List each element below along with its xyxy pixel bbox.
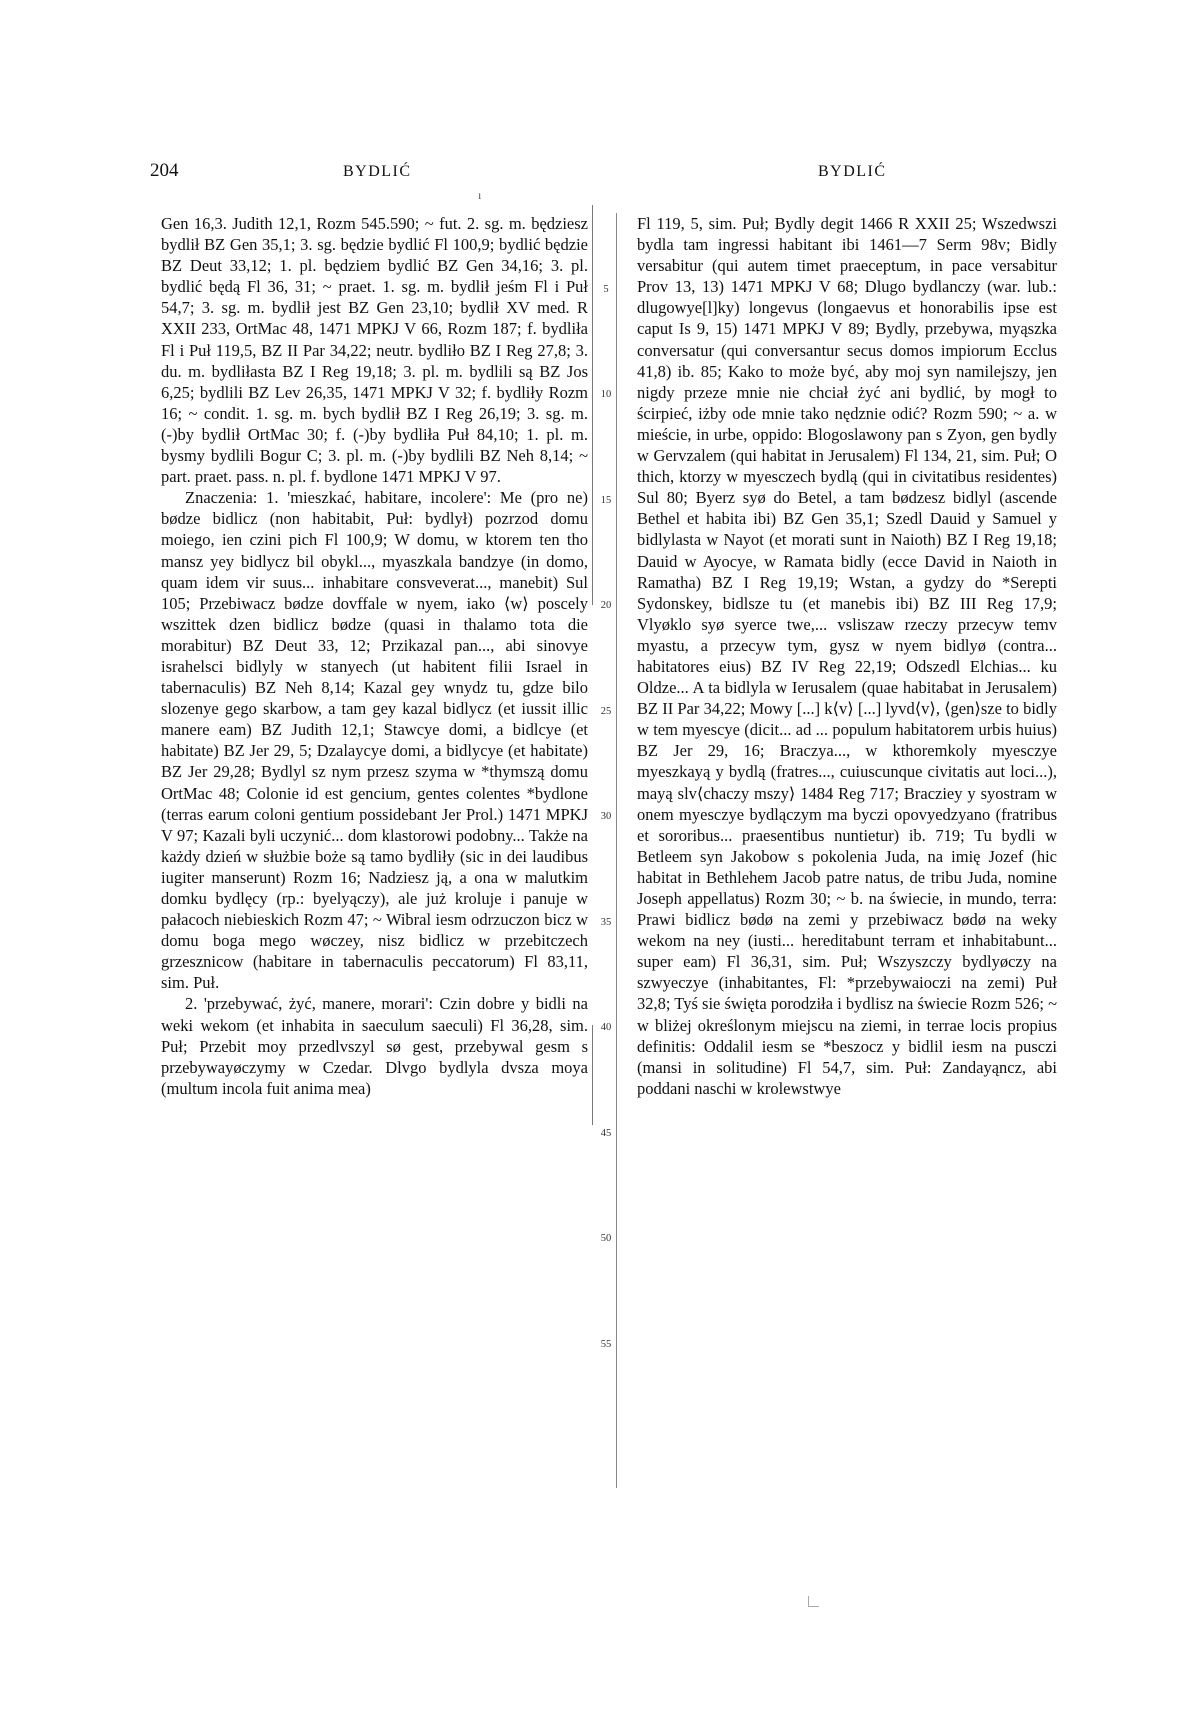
scan-corner-mark — [808, 1596, 819, 1607]
line-number: 20 — [600, 600, 612, 611]
left-margin-rule-bottom — [592, 1025, 593, 1125]
entry-paragraph-continued: Fl 119, 5, sim. Puł; Bydly degit 1466 R XXII 25; Wszedwszi bydla tam ingressi habitant ibi 1461—7 Serm 98v; Bidly versabitur (qui autem timet praeceptum, in pace versabitur Prov 13, 13) 1471 MPKJ V 68; Dlugo bydlanczy (war. lub.: dlugowye[l]ky) longevus (longaevus et honorabilis ipse est caput Is 9, 15) 1471 MPKJ V 89; Bydly, przebywa, myąszka conversatur (qui conversantur secus domos impiorum Ecclus 41,8) ib. 85; Kako to może być, aby moj syn namilejszy, jen nigdy przeze mnie nie chciał żyć ani bydlić, by mogł to ścirpieć, iżby ode mnie tako nędznie odić? Rozm 590; ~ a. w mieście, in urbe, oppido: Blogoslawony pan s Zyon, gen bydly w Gervzalem (qui habitat in Jerusalem) Fl 134, 21, sim. Puł; O thich, ktorzy w myesczech bydlą (qui in civitatibus residentes) Sul 80; Byerz syø do Betel, a tam bødzesz bidlyl (ascende Bethel et habita ibi) BZ Gen 35,1; Szedl Dauid y Samuel y bidlylasta w Nayot (et morati sunt in Naioth) BZ I Reg 19,18; Dauid w Ayocye, w Ramata bidly (ecce David in Naioth in Ramatha) BZ I Reg 19,19; Wstan, a gydzy do *Serepti Sydonskey, bidlsze tu (et manebis ibi) BZ III Reg 17,9; Vlyøklo syø syerce twe,... vsliszaw rzeczy przecyw temv myastu, a przecyw tym, gysz w nyem bidlyø (contra... habitatores eius) BZ IV Reg 22,19; Odszedl Elchias... ku Oldze... A ta bidlyla w Ierusalem (quae habitabat in Jerusalem) BZ II Par 34,22; Mowy [...] k⟨v⟩ [...] lyvd⟨v⟩, ⟨gen⟩sze to bidly w tem myescye (dicit... ad ... populum habitatorem urbis huius) BZ Jer 29, 16; Braczya..., w kthoremkoly myesczye myeszkayą y bydlą (fratres..., cuiuscunque civitatis aut loci...), mayą slv⟨chaczy mszy⟩ 1484 Reg 717; Bracziey y syostram w onem myesczye bydlączym ma byczi opovyedzyano (fratribus et sororibus... praesentibus nuntietur) ib. 719; Tu bydli w Betleem syn Jakobow s pokolenia Juda, na imię Jozef (hic habitat in Bethlehem Jacob patre natus, de tribu Juda, nomine Joseph appellatus) Rozm 30; ~ b. na świecie, in mundo, terra: Prawi bidlicz bødø na zemi y przebiwacz bødø na weky wekom na ney (iusti... hereditabunt terram et inhabitabunt... super eam) Fl 36,31, sim. Puł; Wszyszczy bydlyøczy na szwyeczye (inhabitantes, Fl: *przebywaioczi na zemi) Puł 32,8; Tyś sie święta porodziła i bydlisz na świecie Rozm 526; ~ w bliżej określonym miejscu na ziemi, in terrae locis propius definitis: Oddalil iesm se *beszocz y bidlil iesm na pusczi (mansi in solitudine) Fl 54,7, sim. Puł: Zandayąncz, abi poddani naschi w krolewstwye — [637, 214, 1057, 1098]
margin-mark: ı — [478, 188, 482, 202]
entry-paragraph-meaning-2: 2. 'przebywać, żyć, manere, morari': Czin dobre y bidli na weki wekom (et inhabita in saeculum saeculi) Fl 36,28, sim. Puł; Przebit moy przedlvszyl sø gest, przebywal gesm s przebywayøczymy w Czedar. Dlvgo bydlyla dvsza moya (multum incola fuit anima mea) — [161, 994, 588, 1098]
line-number: 45 — [600, 1128, 612, 1139]
line-number: 30 — [600, 811, 612, 822]
line-number: 50 — [600, 1233, 612, 1244]
line-number: 10 — [600, 389, 612, 400]
line-number: 55 — [600, 1339, 612, 1350]
line-number: 35 — [600, 917, 612, 928]
right-column — [637, 213, 1057, 1099]
running-head-right: BYDLIĆ — [818, 163, 887, 180]
entry-paragraph-meaning-1: Znaczenia: 1. 'mieszkać, habitare, incolere': Me (pro ne) bødze bidlicz (non habitabit, Puł: bydlył) pozrzod domu moiego, ien czini pich Fl 100,9; W domu, w ktorem ten tho mansz yey bidlycz bil obykl..., myaszkala bandzye (in domo, quam idem vir suus... inhabitare consveverat..., manebit) Sul 105; Przebiwacz bødze dovffale w nyem, iako ⟨w⟩ poscely wszittek dzen bidlicz bødze (quasi in thalamo tota die morabitur) BZ Deut 33, 12; Przikazal pan..., abi sinovye israhelsci bidlyly w stanyech (ut habitent filii Israel in tabernaculis) BZ Neh 8,14; Kazal gey wnydz tu, gdze bilo slozenye gego skarbow, a tam gey kazal bidlycz (et iussit illic manere eam) BZ Judith 12,1; Stawcye domi, a bidlcye (et habitate) BZ Jer 29, 5; Dzalaycye domi, a bidlycye (et habitate) BZ Jer 29,28; Bydlyl sz nym przesz szyma w *thymszą domu OrtMac 48; Colonie id est gencium, gentes colentes *bydlone (terras earum coloni gentium possidebant Jer Prol.) 1471 MPKJ V 97; Kazali byli uczynić... dom klastorowi podobny... Także na każdy dzień w służbie boże są tamo bydliły (sic in dei laudibus iugiter manserunt) Rozm 16; Nadziesz ją, a ona w malutkim domku bydlęcy (rp.: byelyączy), ale już kroluje i panuje w pałacoch niebieskich Rozm 47; ~ Wibral iesm odrzuczon bicz w domu boga mego wøczey, nisz bidlicz w przebitczech grzesznicow (habitare in tabernaculis peccatorum) Fl 83,11, sim. Puł. — [161, 488, 588, 993]
line-number: 5 — [603, 284, 609, 295]
entry-paragraph-forms: Gen 16,3. Judith 12,1, Rozm 545.590; ~ fut. 2. sg. m. będziesz bydlił BZ Gen 35,1; 3. sg. będzie bydlić Fl 100,9; bydlić będzie BZ Deut 33,12; 1. pl. będziem bydlić BZ Gen 34,16; 3. pl. bydlić będą Fl 36, 31; ~ praet. 1. sg. m. bydlił jeśm Fl i Puł 54,7; 3. sg. m. bydlił jest BZ Gen 23,10; bydlił XV med. R XXII 233, OrtMac 48, 1471 MPKJ V 66, Rozm 187; f. bydliła Fl i Puł 119,5, BZ II Par 34,22; neutr. bydliło BZ I Reg 27,8; 3. du. m. bydliłasta BZ I Reg 19,18; 3. pl. m. bydlili są BZ Jos 6,25; bydlili BZ Lev 26,35, 1471 MPKJ V 32; f. bydliły Rozm 16; ~ condit. 1. sg. m. bych bydlił BZ I Reg 26,19; 3. sg. m. (-)by bydlił OrtMac 30; f. (-)by bydliła Puł 84,10; 1. pl. m. bysmy bydlili Bogur C; 3. pl. m. (-)by bydlili BZ Neh 8,14; ~ part. praet. pass. n. pl. f. bydlone 1471 MPKJ V 97. — [161, 214, 588, 487]
line-number: 40 — [600, 1022, 612, 1033]
line-number-gutter — [597, 0, 617, 1709]
line-number: 25 — [600, 706, 612, 717]
left-column — [161, 213, 588, 1099]
line-number: 15 — [600, 495, 612, 506]
left-margin-rule-top — [592, 205, 593, 605]
page-number: 204 — [150, 160, 179, 181]
running-head-left: BYDLIĆ — [343, 163, 412, 180]
